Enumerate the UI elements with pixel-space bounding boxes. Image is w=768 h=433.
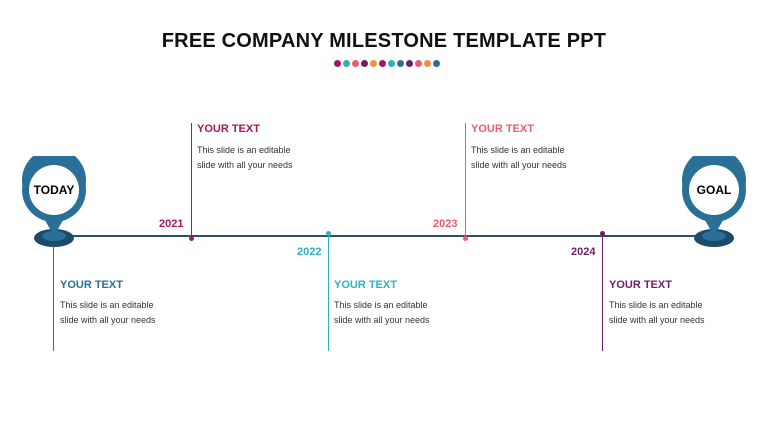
today-pin-icon xyxy=(20,156,88,250)
dot-12 xyxy=(433,60,440,67)
dot-5 xyxy=(370,60,377,67)
timeline-axis xyxy=(53,235,713,237)
dot-8 xyxy=(397,60,404,67)
milestone-2021-line-1: This slide is an editable xyxy=(197,145,291,155)
milestone-2023-node xyxy=(463,236,468,241)
milestone-2023-body xyxy=(471,143,611,172)
milestone-2022-stem xyxy=(328,234,329,351)
milestone-2023-year: 2023 xyxy=(433,218,458,230)
milestone-2021-node xyxy=(189,236,194,241)
milestone-2024-line-2: slide with all your needs xyxy=(609,314,705,325)
milestone-2024-stem xyxy=(602,234,603,351)
milestone-2021-stem xyxy=(191,123,192,237)
milestone-2024-line-1: This slide is an editable xyxy=(609,300,703,310)
dot-10 xyxy=(415,60,422,67)
milestone-2022-year: 2022 xyxy=(297,246,322,258)
milestone-2023-heading: YOUR TEXT xyxy=(471,123,534,135)
milestone-2024-node xyxy=(600,231,605,236)
milestone-2024-body xyxy=(609,298,749,327)
milestone-2023-line-2: slide with all your needs xyxy=(471,159,567,170)
milestone-2021-body xyxy=(197,143,337,172)
milestone-2022-node xyxy=(326,231,331,236)
dot-2 xyxy=(343,60,350,67)
today-note-line-2: slide with all your needs xyxy=(60,314,156,325)
milestone-2024-year: 2024 xyxy=(571,246,596,258)
milestone-2022-heading: YOUR TEXT xyxy=(334,279,397,291)
dot-11 xyxy=(424,60,431,67)
milestone-2023-stem xyxy=(465,123,466,237)
milestone-2022-body xyxy=(334,298,474,327)
today-note-heading: YOUR TEXT xyxy=(60,279,123,291)
dot-1 xyxy=(334,60,341,67)
today-note-line-1: This slide is an editable xyxy=(60,300,154,310)
milestone-2022-line-1: This slide is an editable xyxy=(334,300,428,310)
milestone-2024-heading: YOUR TEXT xyxy=(609,279,672,291)
milestone-2021-line-2: slide with all your needs xyxy=(197,159,293,170)
milestone-2021-heading: YOUR TEXT xyxy=(197,123,260,135)
dot-3 xyxy=(352,60,359,67)
dot-6 xyxy=(379,60,386,67)
goal-pin-icon xyxy=(680,156,748,250)
today-label: TODAY xyxy=(33,183,75,197)
today-note-body xyxy=(60,298,200,327)
dot-9 xyxy=(406,60,413,67)
today-stem xyxy=(53,245,54,351)
milestone-2023-line-1: This slide is an editable xyxy=(471,145,565,155)
goal-label: GOAL xyxy=(696,183,732,197)
milestone-2021-year: 2021 xyxy=(159,218,184,230)
dot-4 xyxy=(361,60,368,67)
page-title: FREE COMPANY MILESTONE TEMPLATE PPT xyxy=(161,30,607,52)
dot-7 xyxy=(388,60,395,67)
milestone-2022-line-2: slide with all your needs xyxy=(334,314,430,325)
